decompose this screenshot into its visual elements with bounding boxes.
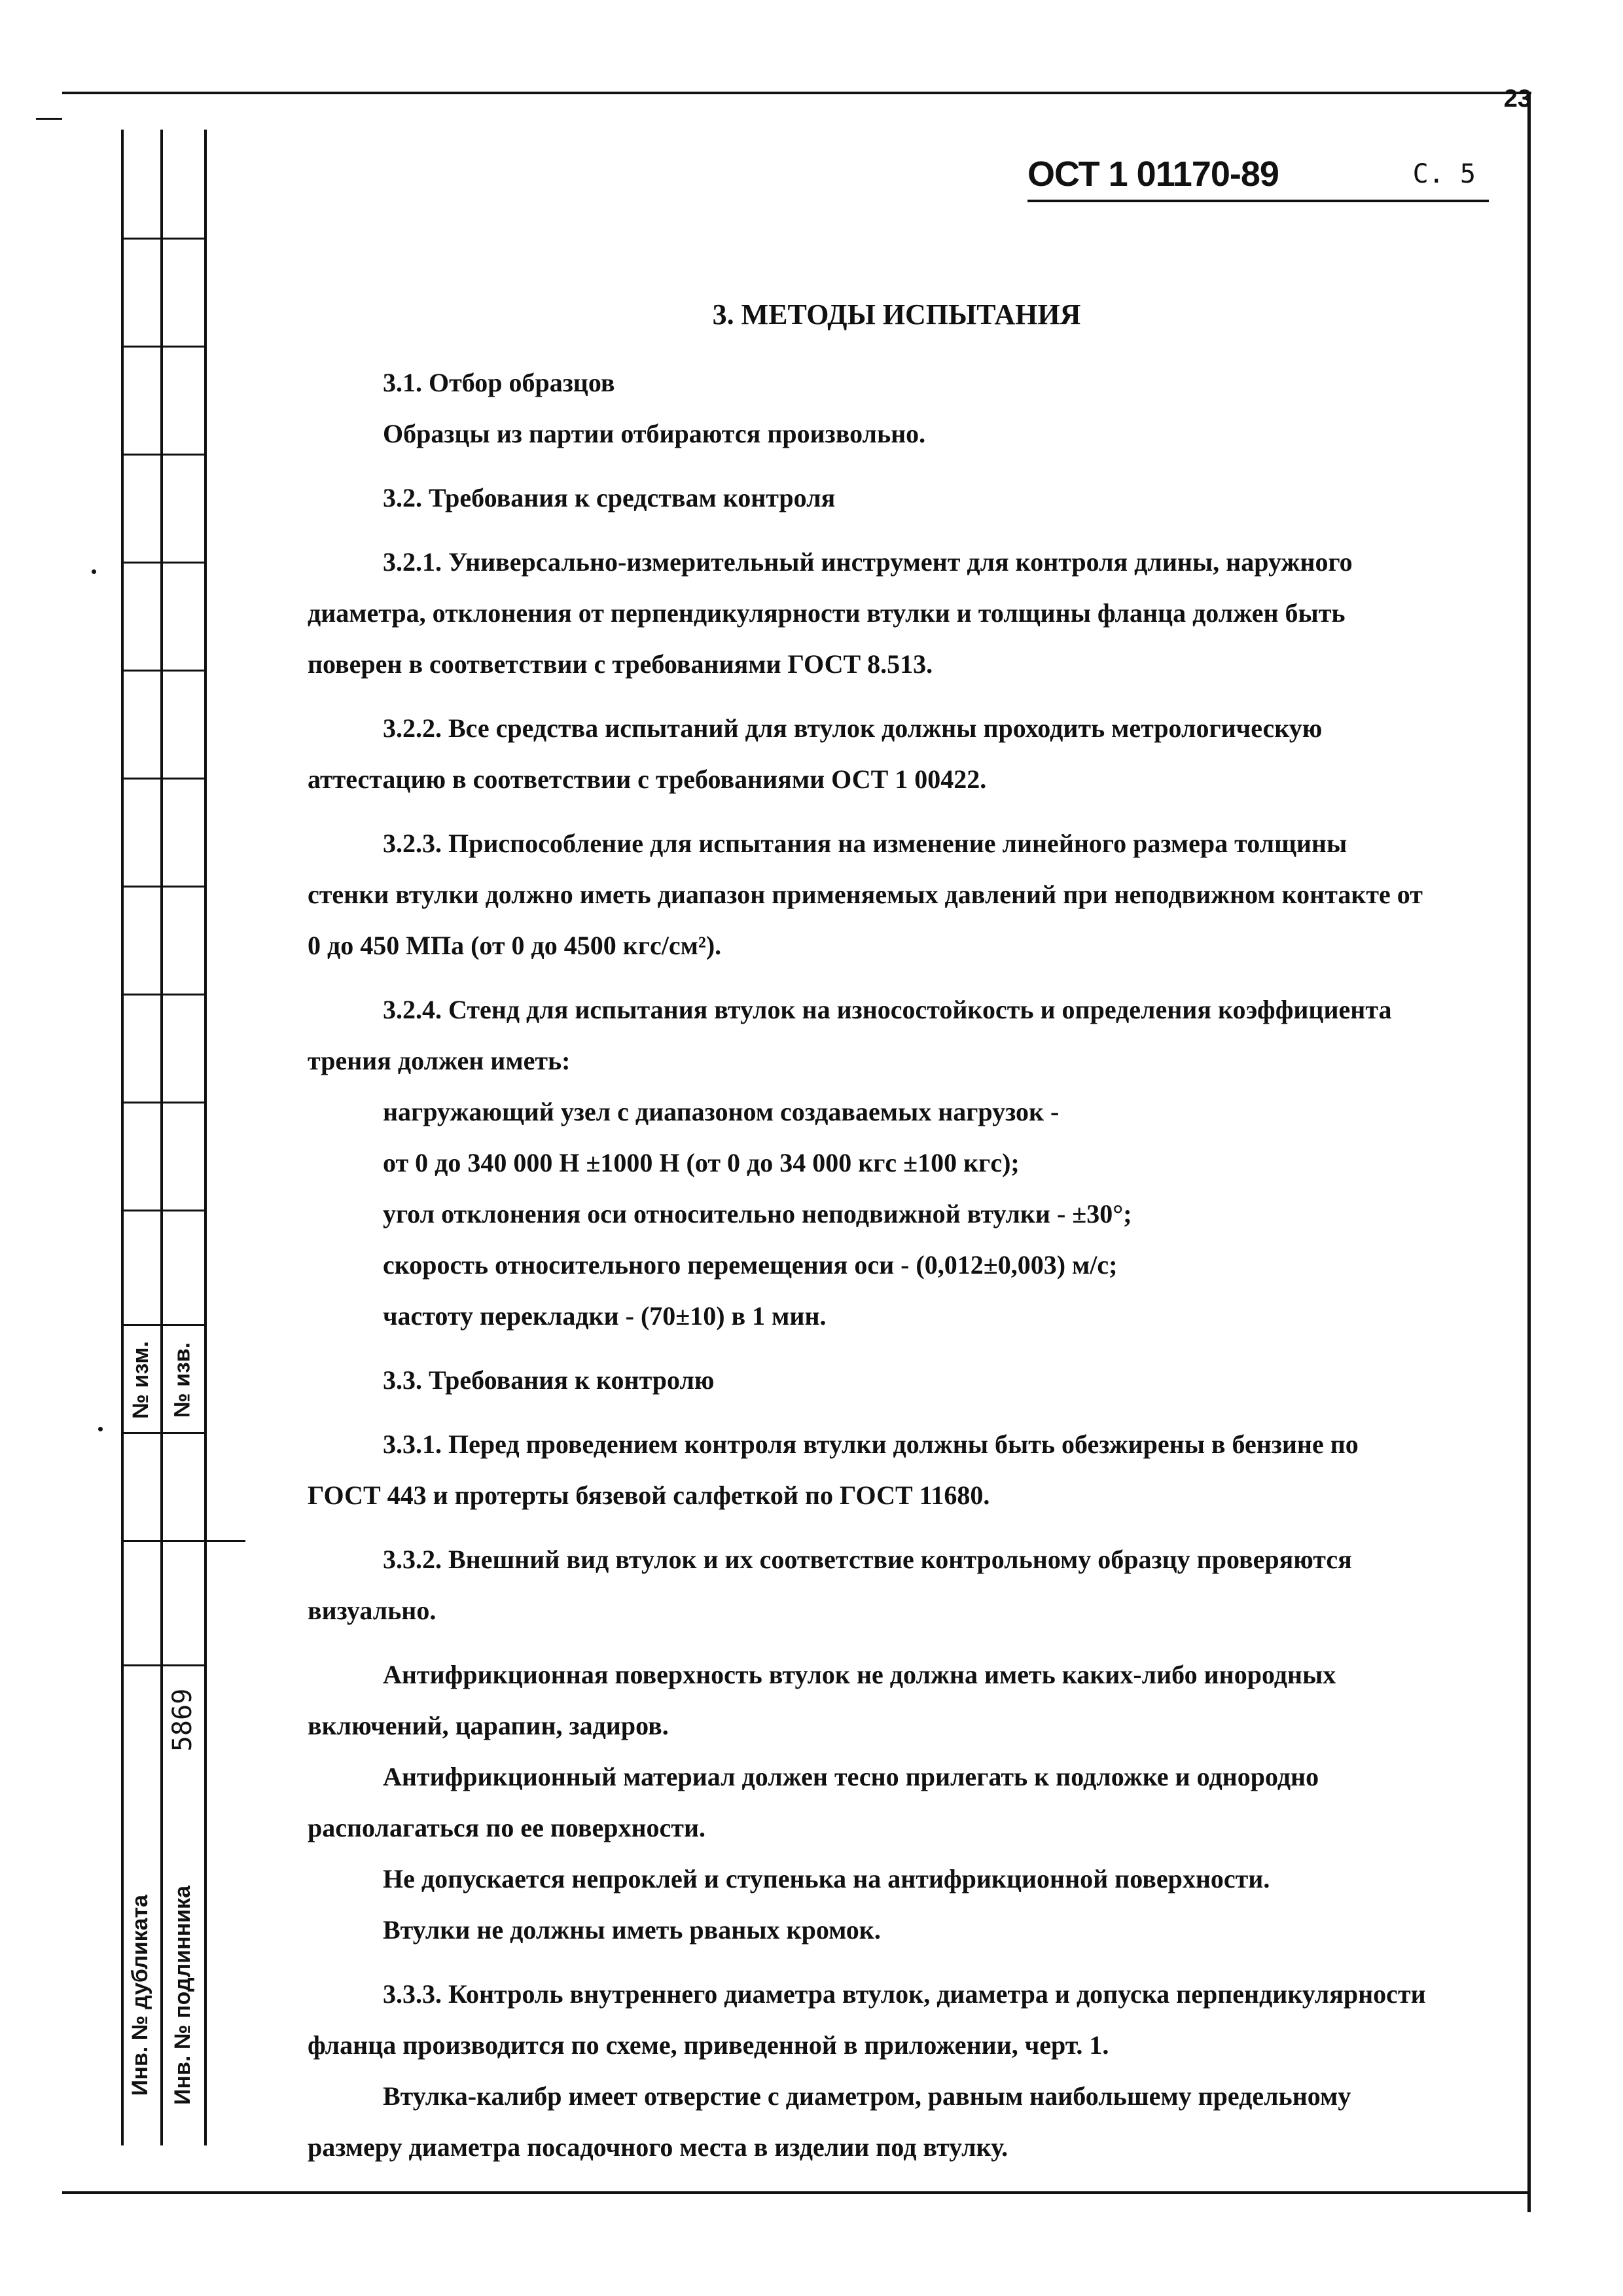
paragraph: 3.3.2. Внешний вид втулок и их соответствие контрольному образцу проверяются визуально. — [308, 1545, 1352, 1625]
sheet-number: 23 — [1503, 85, 1531, 113]
paragraph: Не допускается непроклей и ступенька на антифрикционной поверхности. — [383, 1864, 1270, 1893]
page-reference: С. 5 — [1412, 159, 1476, 189]
list-item: от 0 до 340 000 Н ±1000 Н (от 0 до 34 000 кгс ±100 кгс); — [383, 1148, 1020, 1177]
paragraph: Образцы из партии отбираются произвольно. — [383, 419, 926, 448]
list-item: нагружающий узел с диапазоном создаваемых нагрузок - — [383, 1097, 1060, 1126]
list-item: угол отклонения оси относительно неподвижной втулки - ±30°; — [383, 1199, 1132, 1229]
list-item: скорость относительного перемещения оси - (0,012±0,003) м/с; — [383, 1250, 1118, 1280]
duplicate-inventory-label: Инв. № дубликата — [128, 1894, 153, 2096]
notice-number-label: № изв. — [169, 1342, 195, 1418]
original-inventory-label: Инв. № подлинника — [169, 1885, 195, 2105]
strip-middle-line — [160, 130, 163, 2145]
document-body — [308, 298, 1433, 2186]
document-header — [1027, 154, 1489, 202]
side-strip — [121, 130, 204, 2145]
paragraph: 3.3.3. Контроль внутреннего диаметра втулок, диаметра и допуска перпендикулярности фланца производится по схеме, приведенной в приложении, черт. 1. — [308, 1979, 1426, 2060]
paragraph: 3.2.4. Стенд для испытания втулок на износостойкость и определения коэффициента трения должен иметь: — [308, 995, 1392, 1075]
paragraph: Антифрикционная поверхность втулок не должна иметь каких-либо инородных включений, царапин, задиров. — [308, 1660, 1336, 1740]
margin-mark — [36, 118, 62, 120]
paragraph: Втулки не должны иметь рваных кромок. — [383, 1915, 881, 1945]
list-item: частоту перекладки - (70±10) в 1 мин. — [383, 1301, 827, 1331]
paragraph: Антифрикционный материал должен тесно прилегать к подложке и однородно располагаться по ее поверхности. — [308, 1762, 1319, 1842]
frame-top-line — [62, 92, 1531, 94]
paragraph: 3.2.1. Универсально-измерительный инструмент для контроля длины, наружного диаметра, отклонения от перпендикулярности втулки и толщины фланца должен быть поверен в соответствии с требованиями ГОСТ 8.513. — [308, 547, 1353, 679]
scan-speck — [92, 569, 96, 574]
strip-outer-line — [121, 130, 124, 2145]
section-title: 3. МЕТОДЫ ИСПЫТАНИЯ — [712, 298, 1081, 331]
frame-right-line — [1527, 92, 1531, 2212]
paragraph: 3.2.2. Все средства испытаний для втулок должны проходить метрологическую аттестацию в соответствии с требованиями ОСТ 1 00422. — [308, 713, 1323, 794]
paragraph: 3.2. Требования к средствам контроля — [383, 483, 836, 512]
frame-bottom-line — [62, 2191, 1528, 2194]
scan-speck — [98, 1427, 103, 1431]
original-number-value: 5869 — [168, 1688, 198, 1752]
document-code: ОСТ 1 01170-89 — [1027, 154, 1279, 194]
paragraph: 3.3. Требования к контролю — [383, 1365, 715, 1395]
paragraph: 3.1. Отбор образцов — [383, 368, 615, 397]
paragraph: 3.3.1. Перед проведением контроля втулки должны быть обезжирены в бензине по ГОСТ 443 и протерты бязевой салфеткой по ГОСТ 11680. — [308, 1429, 1359, 1510]
paragraph: Втулка-калибр имеет отверстие с диаметром, равным наибольшему предельному размеру диаметра посадочного места в изделии под втулку. — [308, 2081, 1351, 2162]
change-number-label: № изм. — [128, 1340, 153, 1419]
paragraph: 3.2.3. Приспособление для испытания на изменение линейного размера толщины стенки втулки должно иметь диапазон применяемых давлений при неподвижном контакте от 0 до 450 МПа (от 0 до 4500 кгс/см²). — [308, 829, 1423, 960]
